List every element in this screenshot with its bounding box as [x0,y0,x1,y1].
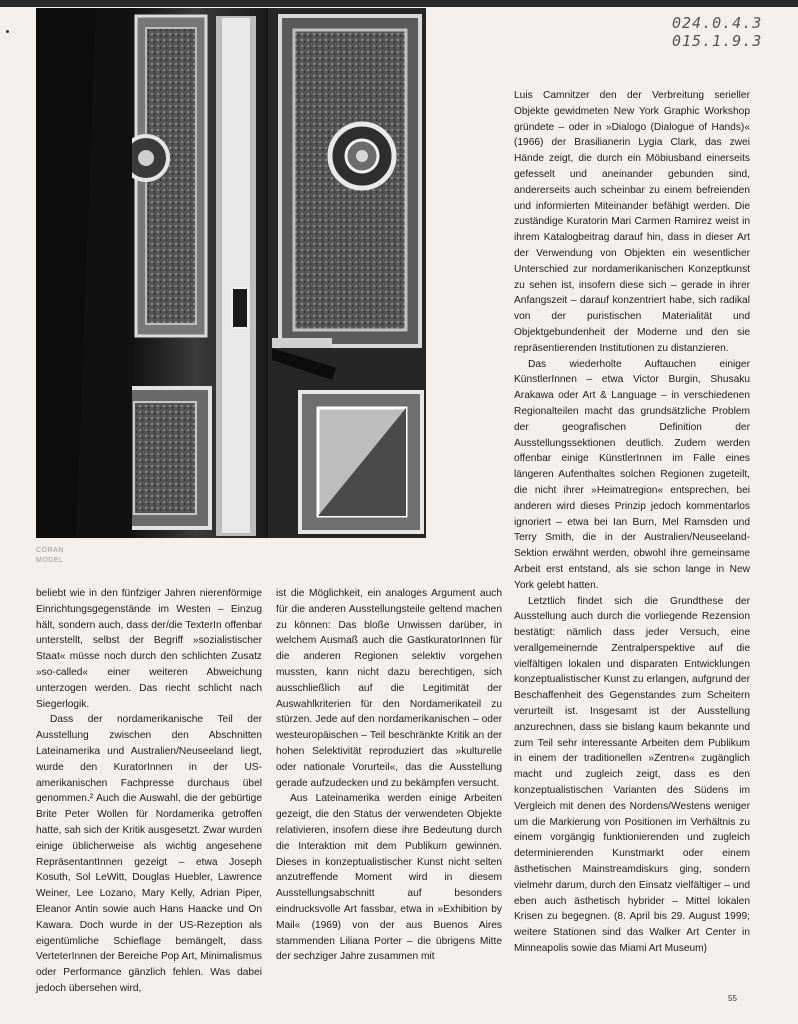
text-column-middle [276,586,502,965]
text-column-left [36,586,262,997]
handwritten-annotation [672,14,794,50]
scan-speck [6,30,9,33]
scan-top-edge [0,0,798,7]
paragraph: Das wiederholte Auftauchen einiger KünstlerInnen – etwa Victor Burgin, Shusaku Arakawa oder Art & Language – in verschiedenen Regionalteilen macht das grundsätzliche Problem der geografischen Definition der Ausstellungssektionen deutlich. Zudem werden offenbar einige KünstlerInnen im Falle eines längeren Aufenthaltes solchen Regionen zugeteilt, die nicht ihrer »Heimatregion« entsprechen, bei anderen wird dieses Prinzip jedoch kommentarlos ignoriert – etwa bei Ian Burn, Mel Ramsden und Terry Smith, die in der Australien/Neuseeland-Sektion erwähnt werden, obwohl ihre gemeinsame Arbeit erst entstand, als sie schon lange in New York gelebt hatten. [514,358,750,591]
photo-caption-line: MODEL [36,557,64,564]
paragraph: Dass der nordamerikanische Teil der Ausstellung zwischen den Abschnitten Lateinamerika und Australien/Neuseeland liegt, wurde den KuratorInnen in der US-amerikanischen Fachpresse durchaus übel genommen.² Auch die Auswahl, die der gebürtige Brite Peter Wollen für Nordamerika getroffen hatte, sah sich der Kritik ausgesetzt. Zwar wurden einige üblicherweise als wichtig angesehene RepräsentantInnen gezeigt – etwa Joseph Kosuth, Sol LeWitt, Douglas Huebler, Lawrence Weiner, Lee Lozano, Mary Kelly, Adrian Piper, Eleanor Antin sowie auch Hans Haacke und On Kawara. Doch wurde in der US-Rezeption als eigentümliche Schieflage bemängelt, dass VerteterInnen der Bereiche Pop Art, Minimalismus oder Performance gänzlich fehlen. Was dabei jedoch übersehen wird, [36,714,262,994]
paragraph: beliebt wie in den fünfziger Jahren nierenförmige Einrichtungsgegenstände im Westen – Einzug hält, sondern auch, dass der/die TexterIn offenbar unterstellt, selbst der Begriff »sozialistischer Staat« müsse noch durch den schlichten Zusatz »so-called« einer weiteren Abweichung unterzogen werden. Das riecht schlicht nach Siegerlogik. [36,588,262,710]
door-illustration [36,8,426,538]
page-number: 55 [728,994,737,1003]
annotation-line: 015.1.9.3 [672,32,763,50]
door-photograph [36,8,426,538]
annotation-line: 024.0.4.3 [672,14,763,32]
paragraph: Luis Camnitzer den der Verbreitung serieller Objekte gewidmeten New York Graphic Workshop gründete – oder in »Dialogo (Dialogue of Hands)« (1966) der Brasilianerin Lygia Clark, das zwei Hände zeigt, die durch ein Möbiusband einerseits gefesselt und aneinander gebunden sind, andererseits auch scheinbar zu einem befreienden und informierten Miteinander befähigt werden. Die zuständige Kuratorin Mari Carmen Ramirez weist in ihrem Katalogbeitrag darauf hin, dass in dieser Art der Verwendung von Objekten ein wesentlicher Unterschied zur nordamerikanischen Konzeptkunst zu sehen ist, insofern diese sich – gerade in ihrer Anfangszeit – darauf konzentriert habe, sich radikal von der puristischen Materialität und Objektgebundenheit der Moderne und den sie repräsentierenden Institutionen zu distanzieren. [514,90,750,354]
paragraph: Aus Lateinamerika werden einige Arbeiten gezeigt, die den Status der verwendeten Objekte relativieren, insofern diese ihre Bedeutung durch die Interaktion mit dem Publikum gewinnen. Dieses in konzeptualistischer Kunst nicht selten anzutreffende Moment wird in diesem Ausstellungsabschnitt auf besonders eindrucksvolle Art fassbar, etwa in »Exhibition by Mail« (1969) von der aus Buenos Aires stammenden Liliana Porter – die übrigens Mitte der sechziger Jahre zusammen mit [276,793,502,963]
photo-caption [36,546,236,566]
paragraph: ist die Möglichkeit, ein analoges Argument auch für die anderen Ausstellungsteile geltend machen zu können: Das bloße Unwissen darüber, in welchem Ausmaß auch die GastkuratorInnen für die anderen Regionen selektiv vorgehen mussten, kann nicht dazu berechtigen, sich ausschließlich auf die Legitimität der Auswahlkriterien für den Nordamerikateil zu stürzen. Jede auf den nordamerikanischen – oder westeuropäischen – Teil beschränkte Kritik an der hohen Selektivität reproduziert das »kulturelle oder nationale Vorurteil«, das die Ausstellung gerade aufzudecken und zu bekämpfen versucht. [276,588,502,789]
text-column-right [514,88,750,957]
paragraph: Letztlich findet sich die Grundthese der Ausstellung auch durch die vorliegende Rezension bestätigt: nämlich dass jeder Versuch, eine verallgemeinernde Zentralperspektive auf die vielfältigen lokalen und disparaten Entwicklungen konzeptualistischer Kunst zu erlangen, aufgrund der Beschaffenheit des Gegenstandes zum Scheitern verurteilt ist. Insgesamt ist der Ausstellung anzurechnen, dass sie bislang kaum bekannte und zum Teil sehr interessante Arbeiten dem Publikum in einem der traditionellen »Zentren« zugänglich macht und zugleich zeigt, dass es den konzeptualistischen Varianten des Südens im Vergleich mit denen des Nordens/Westens weniger um die Markierung von Positionen im Verhältnis zu einem vorgängig funktionierenden und zugleich determinierenden Kunstmarkt oder einem ästhetischen Mainstreamdiskurs ging, sondern vielmehr darum, durch den Einsatz vielfältiger – und eben auch ästhetisch hybrider – Mittel lokalen Krisen zu begegnen. (8. April bis 29. August 1999; weitere Stationen sind das Walker Art Center in Minneapolis sowie das Miami Art Museum) [514,595,750,955]
photo-caption-line: CORAN [36,547,64,554]
